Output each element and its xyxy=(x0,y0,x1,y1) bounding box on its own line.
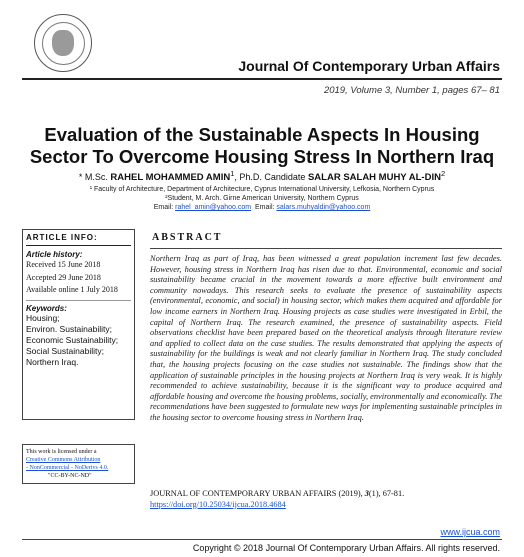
author2-prefix: , Ph.D. Candidate xyxy=(234,172,306,182)
license-text: This work is licensed under a xyxy=(26,449,97,455)
license-tag: "CC-BY-NC-ND" xyxy=(48,473,92,479)
keyword-item: Environ. Sustainability; xyxy=(26,323,112,334)
keywords-label: Keywords: xyxy=(26,300,131,313)
citation-suffix: (1), 67-81. xyxy=(368,489,405,498)
website-link[interactable]: www.ijcua.com xyxy=(440,527,500,537)
author1-name: RAHEL MOHAMMED AMIN xyxy=(110,172,231,183)
abstract-heading: ABSTRACT xyxy=(152,232,223,243)
email-link-2[interactable]: salars.muhyaldin@yahoo.com xyxy=(276,204,371,211)
article-info-title: ARTICLE INFO: xyxy=(26,233,131,246)
keyword-item: Housing; xyxy=(26,312,60,323)
copyright: Copyright © 2018 Journal Of Contemporary Urban Affairs. All rights reserved. xyxy=(192,543,500,553)
history-label: Article history: xyxy=(26,250,83,259)
keyword-item: Social Sustainability; xyxy=(26,345,104,356)
accepted-date: Accepted 29 June 2018 xyxy=(26,272,101,282)
email-line xyxy=(10,204,514,211)
email-label-2: Email: xyxy=(255,204,275,211)
received-date: Received 15 June 2018 xyxy=(26,260,101,269)
citation-prefix: JOURNAL OF CONTEMPORARY URBAN AFFAIRS (2019), xyxy=(150,489,363,498)
abstract-rule xyxy=(150,248,502,249)
title-line-1: Evaluation of the Sustainable Aspects In Housing xyxy=(44,124,480,145)
author2-name: SALAR SALAH MUHY AL-DIN xyxy=(307,172,441,183)
journal-title: Journal Of Contemporary Urban Affairs xyxy=(238,58,500,74)
license-link-1[interactable]: Creative Commons Attribution xyxy=(26,457,101,463)
journal-seal-logo xyxy=(34,14,92,72)
author2-sup: 2 xyxy=(440,169,446,178)
keyword-item: Northern Iraq. xyxy=(26,356,79,367)
header-rule xyxy=(22,78,502,80)
citation xyxy=(150,489,510,510)
author1-sup: 1 xyxy=(230,169,235,178)
author-line xyxy=(10,169,514,183)
article-info-content xyxy=(22,229,135,368)
footer-rule xyxy=(22,539,502,540)
online-date: Available online 1 July 2018 xyxy=(26,285,118,294)
issue-info: 2019, Volume 3, Number 1, pages 67– 81 xyxy=(323,85,500,96)
title-line-2: Sector To Overcome Housing Stress In Northern Iraq xyxy=(29,146,495,167)
abstract-text: Northern Iraq as part of Iraq, has been witnessed a great population increment last few decades. However, housing stress in Northern Iraq has risen due to that. Environmental, economic and social sustainability became crucial in the movement towards a more effective built environment and community nowadays. This research seeks to evaluate the presence of sustainability aspects (environmental, economic, and social) in housing sector, which makes them acquired and affordable for low income earners in Northern Iraq. Housing projects as case studies were investigated in Erbil, the capital of Northern Iraq. The research examined, the presence of sustainability aspects. Field observations checklist have been prepared based on the theoretical analysis through literature review and applied to collect data on the case studies. The results demonstrated that applying the aspects of sustainability for the buildings is weak and not clearly familiar in Northern Iraq. The study concluded that, the housing projects focusing on the case studies not sustainable. The findings show that the application of sustainable principles in the housing projects at Northern Iraq is very weak. It is highly recommended to achieve sustainability, because it is the significant way to produce acquired and affordable housing and overcome the housing problems, socially, environmentally and economically. The recommendations have been suggested to formulate new ways for implementing sustainable principles in the housing sector to overcome housing stress in Northern Iraq. xyxy=(150,254,502,422)
affiliation-1: ¹ Faculty of Architecture, Department of Architecture, Cyprus International University, Lefkosia, Northern Cyprus xyxy=(89,186,435,193)
citation-volume: 3 xyxy=(364,489,369,498)
article-title xyxy=(10,124,514,168)
email-link-1[interactable]: rahel_amin@yahoo.com xyxy=(175,204,252,211)
email-label-1: Email: xyxy=(153,204,174,211)
license-link-2[interactable]: - NonCommercial - NoDerivs 4.0. xyxy=(26,465,109,471)
keyword-item: Economic Sustainability; xyxy=(26,334,119,345)
license-box xyxy=(22,444,135,484)
seal-emblem-icon xyxy=(52,30,74,56)
doi-link[interactable]: https://doi.org/10.25034/ijcua.2018.4684 xyxy=(150,499,286,509)
author1-prefix: * M.Sc. xyxy=(78,172,108,182)
affiliation-2: ²Student, M. Arch. Girne American University, Northern Cyprus xyxy=(165,195,359,202)
